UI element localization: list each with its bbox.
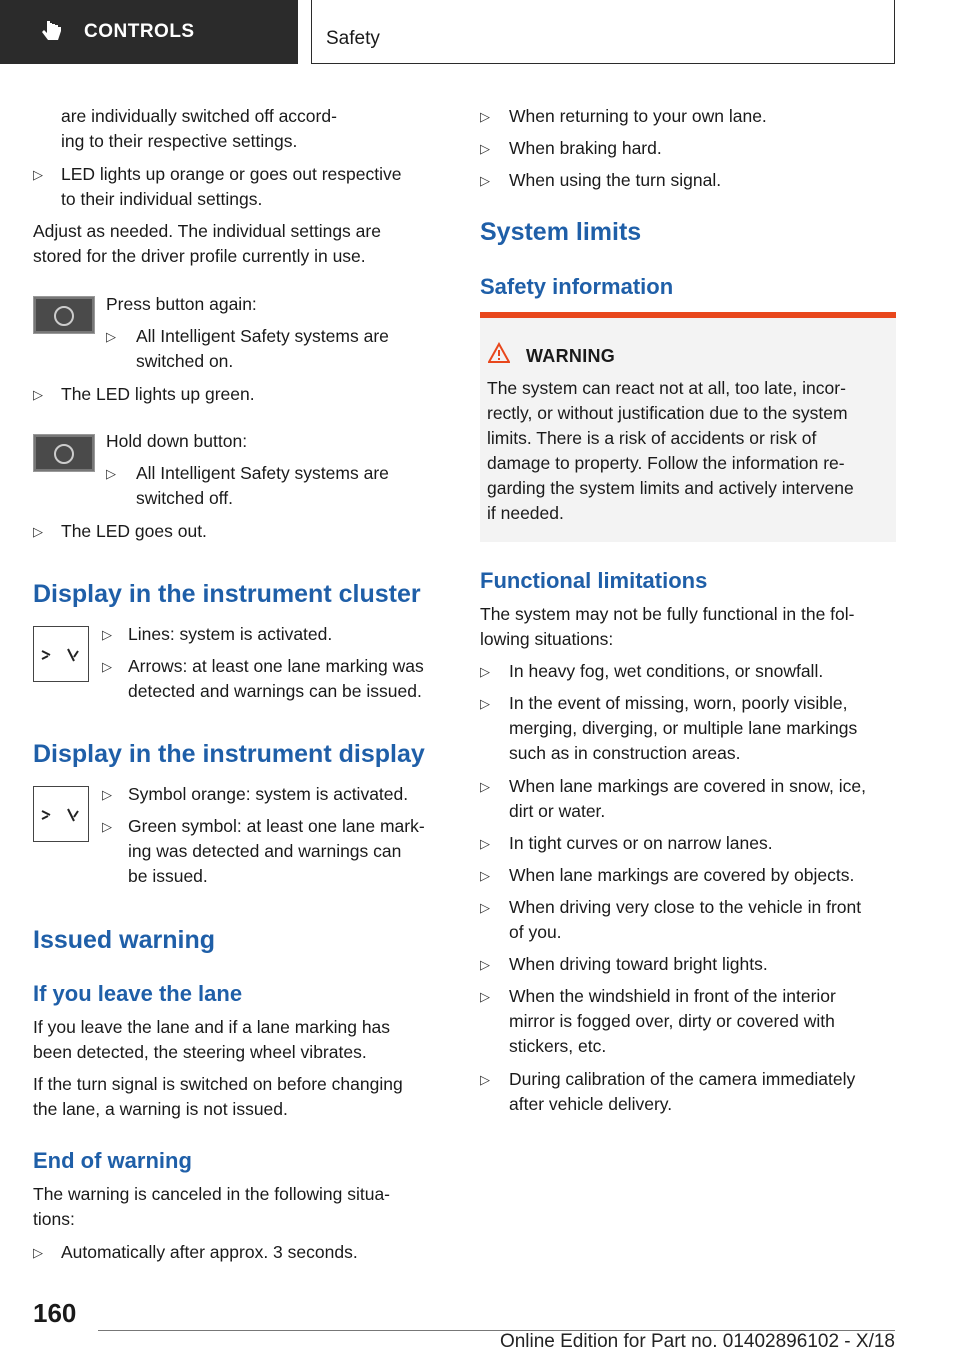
section-tab — [0, 0, 298, 64]
bullet-icon: ▷ — [480, 900, 490, 915]
page-number: 160 — [33, 1298, 77, 1328]
heading-functional-limitations: Functional limitations — [480, 568, 708, 593]
hold-down-label: Hold down button: — [106, 431, 248, 451]
paragraph: If the turn signal is switched on before changing the lane, a warning is not issued. — [33, 1074, 403, 1119]
bullet-icon: ▷ — [102, 659, 112, 674]
press-again-label: Press button again: — [106, 294, 257, 314]
heading-instrument-cluster: Display in the instrument cluster — [33, 580, 421, 608]
bullet-icon: ▷ — [33, 387, 43, 402]
warning-title: WARNING — [526, 346, 616, 366]
bullet-icon: ▷ — [480, 779, 490, 794]
heading-end-of-warning: End of warning — [33, 1148, 192, 1173]
bullet-icon: ▷ — [480, 989, 490, 1004]
heading-safety-information: Safety information — [480, 274, 674, 299]
hand-pointer-icon — [40, 19, 64, 45]
bullet-icon: ▷ — [106, 329, 116, 344]
bullet-icon: ▷ — [102, 627, 112, 642]
subsection-tab — [311, 0, 895, 64]
bullet-icon: ▷ — [480, 173, 490, 188]
bullet-icon: ▷ — [480, 957, 490, 972]
paragraph: Adjust as needed. The individual settings are stored for the driver profile currently in use. — [33, 221, 381, 266]
warning-text: The system can react not at all, too late, incor- rectly, or without justification due to the system limits. There is a risk of accidents or risk of damage to property. Follow the information re- garding the system limits and actively intervene if needed. — [487, 378, 854, 523]
bullet-icon: ▷ — [33, 167, 43, 182]
bullet-icon: ▷ — [33, 524, 43, 539]
subsection-title: Safety — [326, 28, 380, 49]
heading-instrument-display: Display in the instrument display — [33, 740, 425, 768]
bullet-icon: ▷ — [102, 787, 112, 802]
bullet-icon: ▷ — [480, 141, 490, 156]
lane-departure-icon — [33, 786, 89, 842]
bullet-icon: ▷ — [106, 466, 116, 481]
bullet-icon: ▷ — [480, 1072, 490, 1087]
warning-triangle-icon — [488, 342, 510, 364]
bullet-icon: ▷ — [33, 1245, 43, 1260]
bullet-icon: ▷ — [480, 836, 490, 851]
bullet-icon: ▷ — [480, 664, 490, 679]
warning-box — [480, 312, 896, 542]
bullet-icon: ▷ — [480, 696, 490, 711]
section-title: CONTROLS — [84, 21, 195, 42]
paragraph: The warning is canceled in the following situa- tions: — [33, 1184, 390, 1229]
heading-leave-lane: If you leave the lane — [33, 981, 243, 1006]
heading-issued-warning: Issued warning — [33, 926, 215, 954]
lane-departure-icon — [33, 626, 89, 682]
heading-system-limits: System limits — [480, 218, 642, 246]
paragraph: The system may not be fully functional in the fol- lowing situations: — [480, 604, 855, 649]
paragraph: If you leave the lane and if a lane marking has been detected, the steering wheel vibrates. — [33, 1017, 391, 1062]
list-item: are individually switched off accord- ing to their respective settings. — [61, 106, 337, 151]
bullet-icon: ▷ — [480, 868, 490, 883]
bullet-icon: ▷ — [102, 819, 112, 834]
intelligent-safety-button-icon — [33, 434, 95, 472]
edition-text: Online Edition for Part no. 01402896102 - X/18 — [499, 1331, 895, 1352]
intelligent-safety-button-icon — [33, 296, 95, 334]
bullet-icon: ▷ — [480, 109, 490, 124]
